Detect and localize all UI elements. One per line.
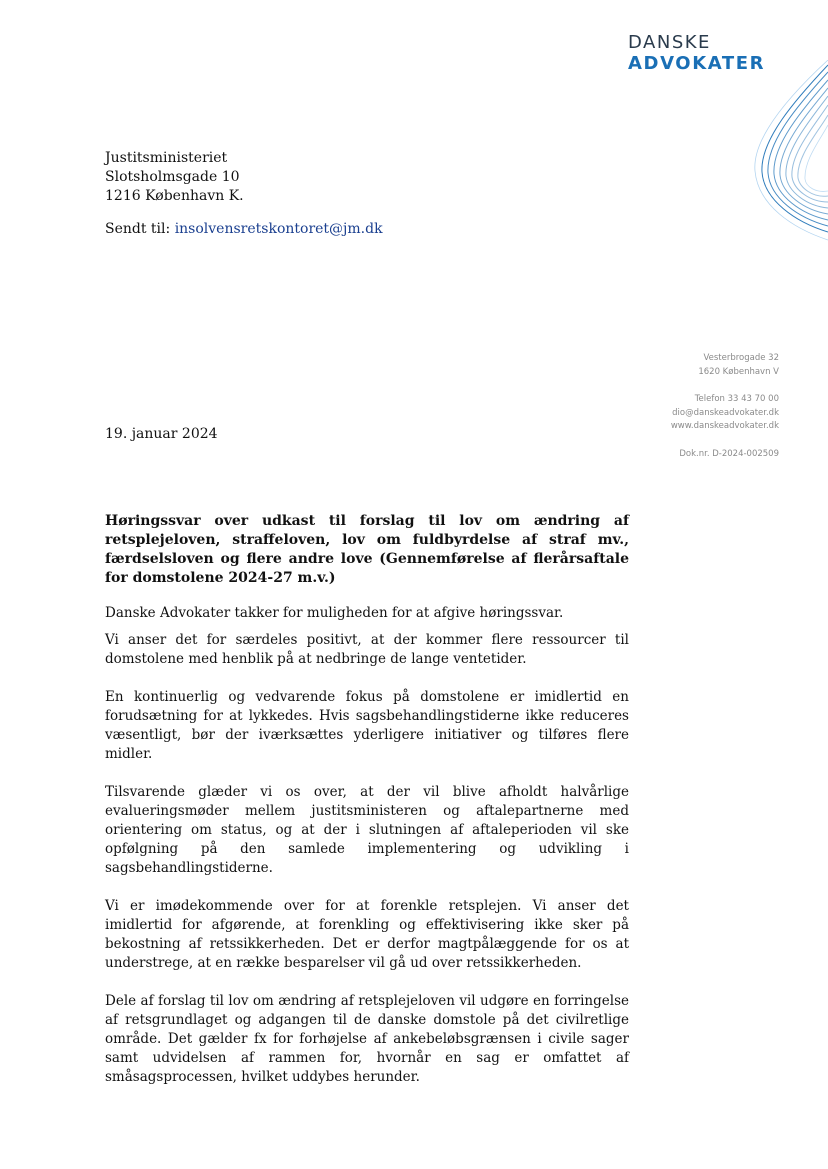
letter-subject: Høringssvar over udkast til forslag til lov om ændring af retsplejeloven, straffeloven, lov om fuldbyrdelse af straf mv., færdselsloven og flere andre love (Gennemførelse af flerårsaftale for domstolene 2024-27 m.v.) [105, 513, 629, 586]
recipient-email-link[interactable]: insolvensretskontoret@jm.dk [174, 221, 383, 237]
recipient-city: 1216 København K. [105, 188, 244, 204]
document-number: Dok.nr. D-2024-002509 [679, 448, 779, 459]
sent-to-label: Sendt til: [105, 221, 175, 237]
logo-swoosh-graphic [700, 60, 828, 250]
body-paragraph-6: Dele af forslag til lov om ændring af retsplejeloven vil udgøre en forringelse af retsgrundlaget og adgangen til de danske domstole på det civilretlige område. Det gælder fx for forhøjelse af ankebeløbsgrænsen i civile sager samt udvidelsen af rammen for, hvornår en sag er omfattet af småsagsprocessen, hvilket uddybes herunder. [105, 993, 629, 1085]
sent-to-line [105, 221, 383, 237]
sender-street: Vesterbrogade 32 [703, 353, 779, 363]
sender-email[interactable]: dio@danskeadvokater.dk [672, 407, 779, 418]
sender-phone: Telefon 33 43 70 00 [694, 394, 779, 404]
body-paragraph-2: Vi anser det for særdeles positivt, at der kommer flere ressourcer til domstolene med henblik på at nedbringe de lange ventetider. [105, 632, 629, 667]
sender-info [671, 352, 779, 461]
body-paragraph-4: Tilsvarende glæder vi os over, at der vil blive afholdt halvårlige evalueringsmøder mellem justitsministeren og aftalepartnerne med orientering om status, og at der i slutningen af aftaleperioden vil ske opfølgning på den samlede implementering og udvikling i sagsbehandlingstiderne. [105, 784, 629, 876]
body-paragraph-5: Vi er imødekommende over for at forenkle retsplejen. Vi anser det imidlertid for afgørende, at forenkling og effektivisering ikke sker på bekostning af retssikkerheden. Det er derfor magtpålæggende for os at understrege, at en række besparelser vil gå ud over retssikkerheden. [105, 898, 629, 971]
letter-body [105, 512, 629, 1087]
body-paragraph-3: En kontinuerlig og vedvarende fokus på domstolene er imidlertid en forudsætning for at lykkedes. Hvis sagsbehandlingstiderne ikke reduceres væsentligt, bør der iværksættes yderligere initiativer og tilføres flere midler. [105, 689, 629, 762]
sender-website[interactable]: www.danskeadvokater.dk [670, 421, 779, 431]
sender-city: 1620 København V [698, 366, 779, 377]
logo-text-advokater: ADVOKATER [628, 53, 766, 74]
body-paragraph-1: Danske Advokater takker for muligheden for at afgive høringssvar. [105, 605, 564, 621]
recipient-name: Justitsministeriet [105, 150, 228, 166]
logo-text-danske: DANSKE [628, 32, 711, 53]
recipient-address [105, 149, 244, 206]
letter-date: 19. januar 2024 [105, 426, 218, 442]
recipient-street: Slotsholmsgade 10 [105, 169, 240, 185]
